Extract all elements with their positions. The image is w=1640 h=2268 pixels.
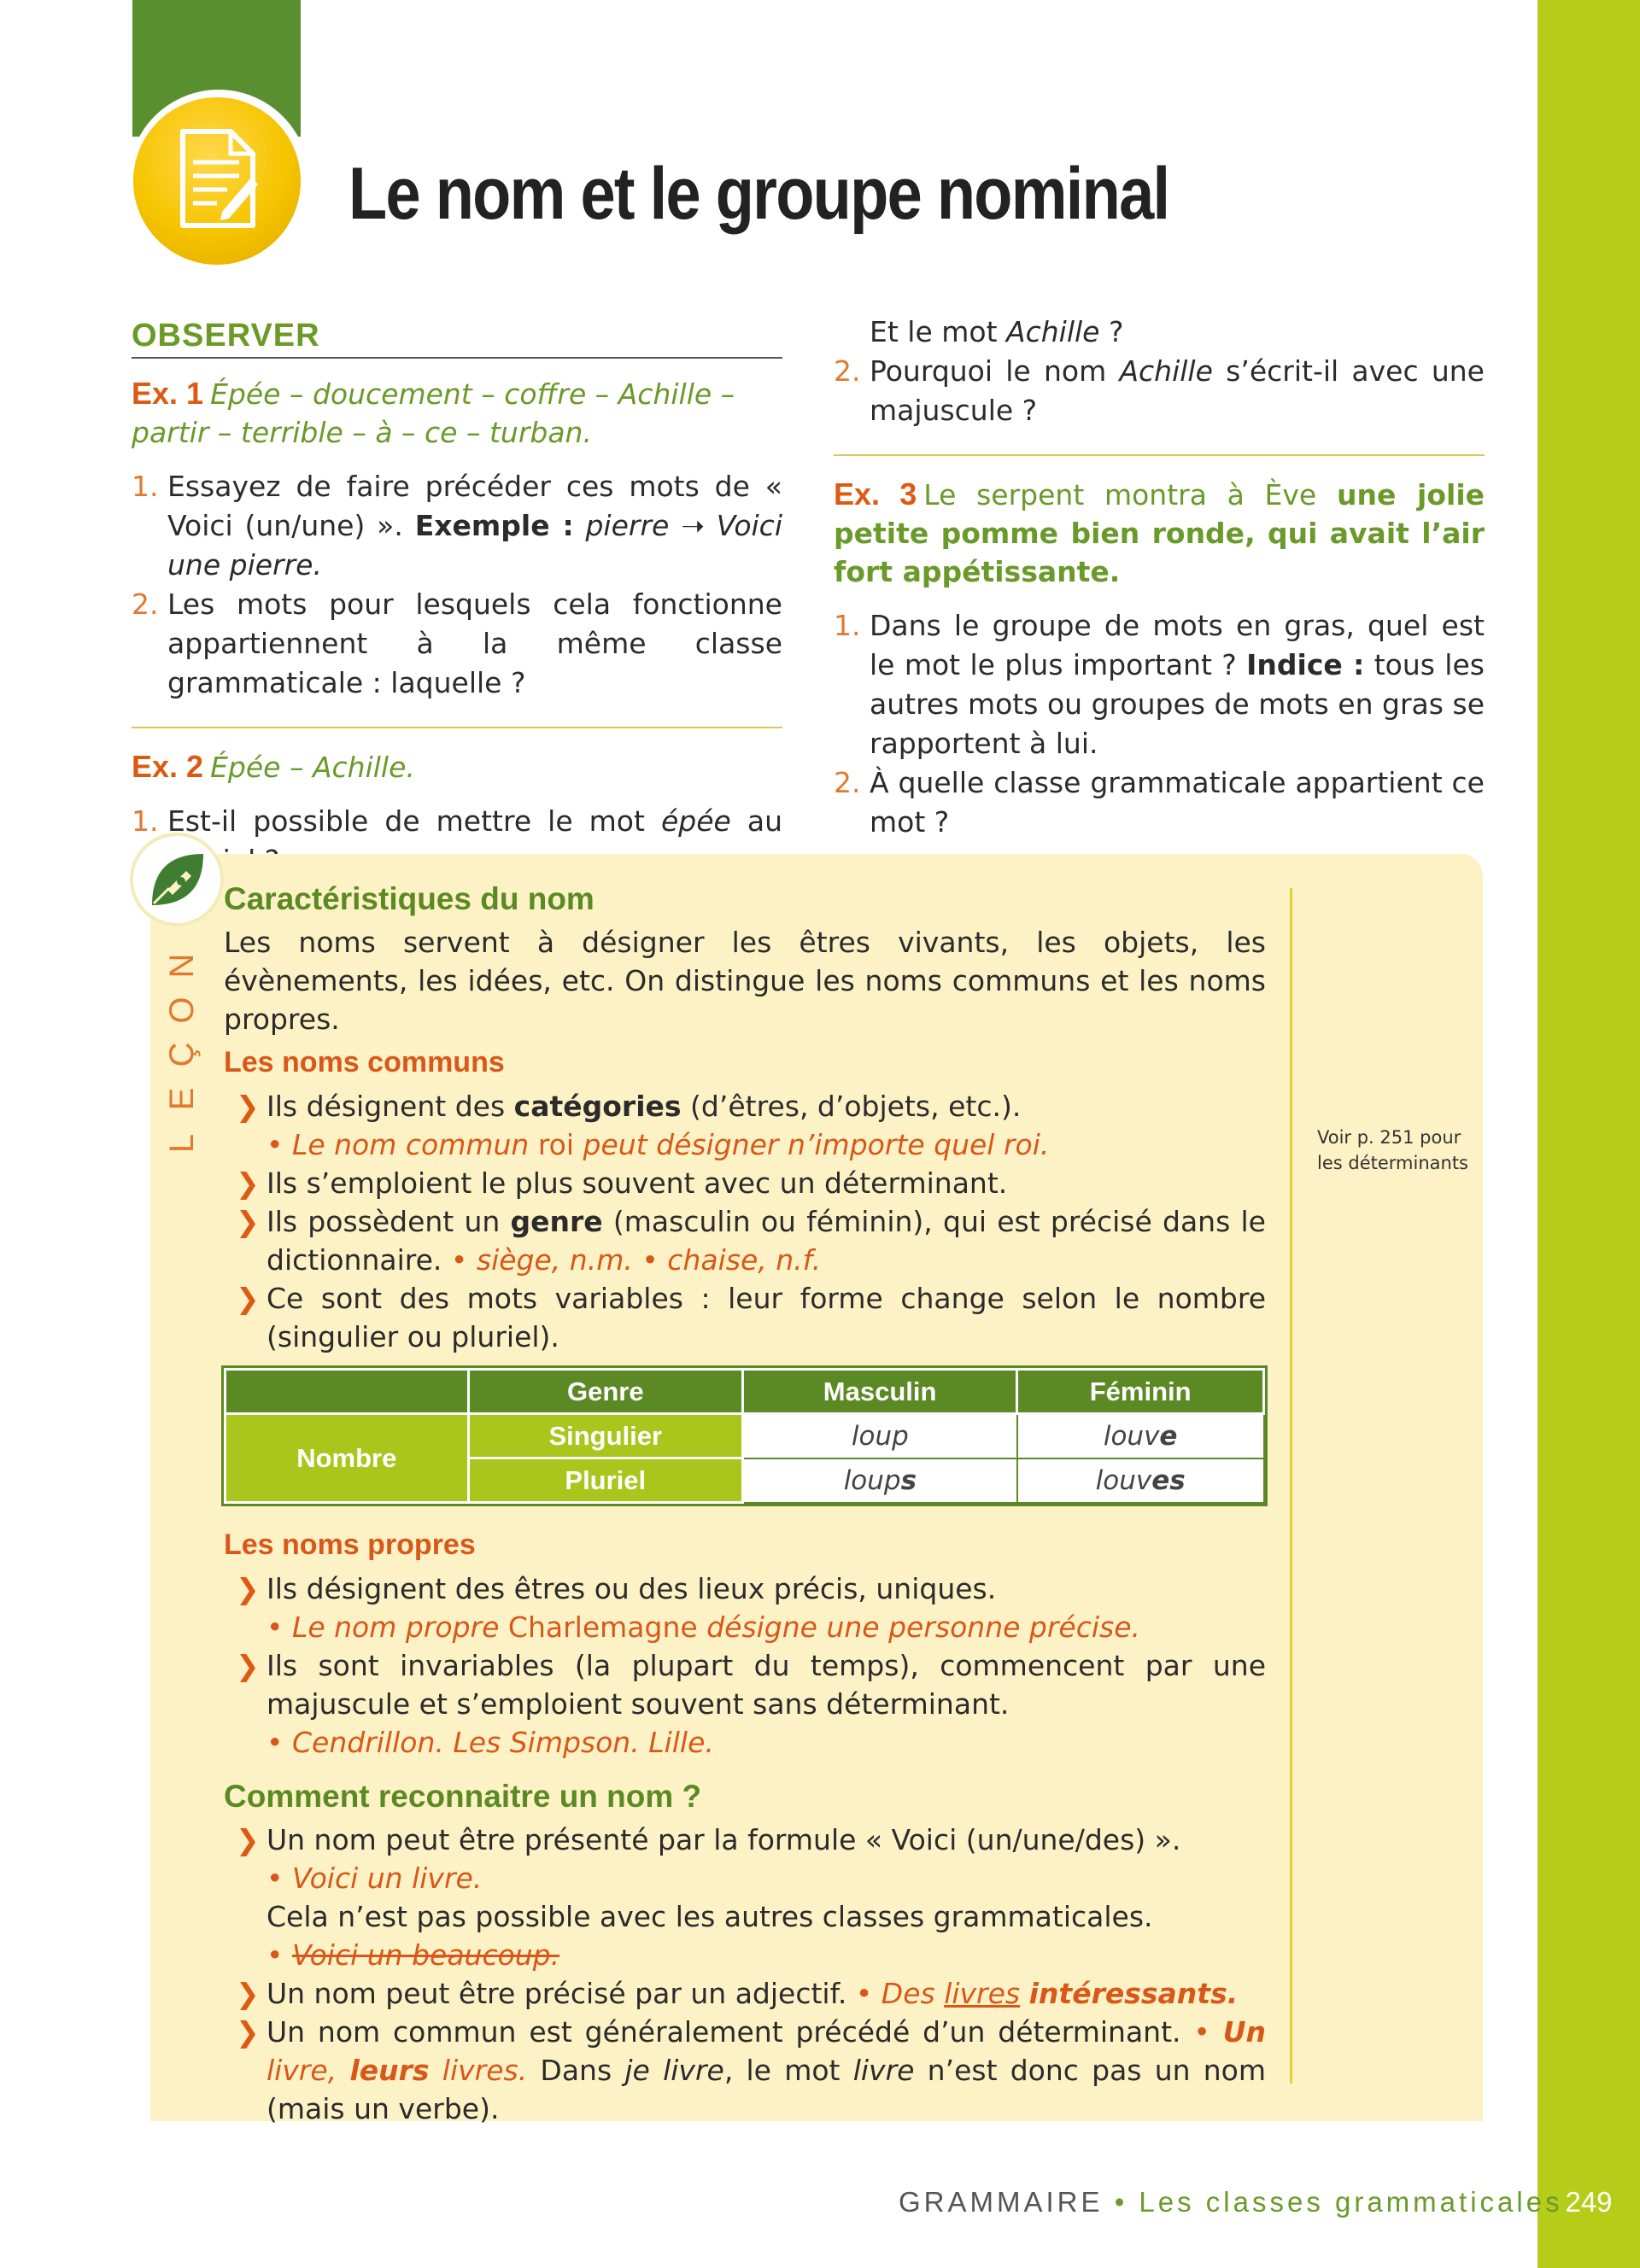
pen-nib-leaf-icon: [144, 845, 212, 914]
propres-bullet-2: [224, 1646, 1266, 1762]
propres-b1-ex-a: Le nom propre: [291, 1610, 500, 1644]
ex2-q1-text-c: Et le mot: [870, 315, 998, 348]
communs-b3-example-1: siège, n.m.: [476, 1243, 633, 1277]
communs-b4-text: Ce sont des mots variables : leur forme change selon le nombre (singulier ou pluriel).: [266, 1282, 1266, 1353]
ex1-words: Épée – doucement – coffre – Achille – partir – terrible – à – ce – turban.: [132, 377, 735, 449]
communs-bullet-2: [224, 1164, 1266, 1202]
communs-b1-text-a: Ils désignent des: [266, 1090, 506, 1123]
ex2-q2-word: Achille: [1119, 354, 1213, 388]
reconnaitre-b1-example: [266, 1862, 482, 1895]
communs-bullet-3: [224, 1202, 1266, 1279]
table-row-label-nombre: Nombre: [226, 1414, 469, 1503]
ex2-q2-number: 2.: [834, 354, 861, 388]
separator: [132, 727, 782, 728]
footer-bullet: •: [1114, 2186, 1128, 2218]
communs-b1-ex-b: peut désigner n’importe quel roi.: [583, 1128, 1050, 1161]
bullet-dot: •: [641, 1243, 659, 1277]
ex1-question-2: [132, 585, 782, 703]
reconnaitre-b3-text: Un nom commun est généralement précédé d’un déterminant.: [266, 2015, 1181, 2049]
page-number: 249: [1565, 2186, 1613, 2218]
lecon-letter: Ç: [163, 1042, 201, 1067]
ex2-question-2: [834, 352, 1485, 430]
chevron-right-icon: ❯: [236, 2015, 260, 2049]
arrow-right-icon: ➝: [681, 509, 705, 542]
communs-b1-text-b: (d’êtres, d’objets, etc.).: [690, 1090, 1022, 1123]
ex1-q1-text: Essayez de faire précéder ces mots de « Voici (un/une) ».: [167, 470, 782, 542]
observer-heading: OBSERVER: [132, 316, 782, 359]
reconnaitre-b3-je-livre: je livre: [624, 2054, 724, 2087]
reconnaitre-b1-wrong-example: [266, 1938, 559, 1972]
ex2-q1-number: 1.: [132, 804, 159, 838]
noms-propres-heading: Les noms propres: [224, 1529, 476, 1561]
reconnaitre-bullet-3: [224, 2013, 1266, 2128]
propres-b1-ex-b: désigne une personne précise.: [706, 1610, 1141, 1644]
communs-b1-ex-word: roi: [537, 1128, 575, 1161]
table-cell-singulier-feminin: [1017, 1414, 1264, 1458]
propres-b1-example: [266, 1610, 1140, 1644]
ex2-words: Épée – Achille.: [210, 751, 415, 784]
chevron-right-icon: ❯: [236, 1282, 260, 1315]
reconnaitre-b3-text-b: Dans: [540, 2054, 612, 2087]
chevron-right-icon: ❯: [236, 1649, 260, 1682]
reconnaitre-b3-ex-mid: livre,: [266, 2054, 337, 2087]
communs-b3-text-b: (masculin ou féminin), qui est précisé dans le dictionnaire.: [266, 1205, 1266, 1277]
ex3-question-2: [834, 763, 1485, 842]
reconnaitre-b2-ex-adj: intéressants.: [1028, 1977, 1239, 2010]
stem: loup: [843, 1464, 901, 1496]
communs-bullet-4: [224, 1279, 1266, 1356]
bullet-dot: •: [266, 1610, 284, 1644]
reconnaitre-bullet-1: [224, 1821, 1266, 1974]
ex2-q1-text-a: Est-il possible de mettre le mot: [167, 804, 645, 838]
communs-b1-ex-a: Le nom commun: [291, 1128, 530, 1161]
stem: louv: [1095, 1464, 1152, 1496]
ending: es: [1151, 1464, 1186, 1496]
propres-bullet-1: [224, 1569, 1266, 1646]
chevron-right-icon: ❯: [236, 1166, 260, 1200]
table-cell-pluriel-masculin: [742, 1458, 1016, 1503]
observer-right-column: [834, 313, 1485, 842]
page-title: Le nom et le groupe nominal: [348, 153, 1169, 235]
ex1-q1-number: 1.: [132, 470, 159, 503]
ex1-q1-example-word: pierre: [585, 509, 670, 542]
reconnaitre-b2-ex-a: Des: [881, 1977, 935, 2010]
observer-left-column: [132, 316, 782, 880]
footer-subsection: Les classes grammaticales: [1139, 2186, 1563, 2218]
table-header-masculin: Masculin: [742, 1370, 1016, 1414]
chevron-right-icon: ❯: [236, 1572, 260, 1605]
stem: louv: [1103, 1420, 1160, 1452]
table-header-row: [226, 1370, 1264, 1414]
ex3-heading: [834, 475, 1485, 591]
ex2-label: Ex. 2: [132, 749, 204, 784]
ex3-q1-hint-label: Indice :: [1246, 648, 1365, 681]
ex2-q1-word: épée: [660, 804, 731, 838]
lesson-intro: Les noms servent à désigner les êtres vivants, les objets, les évènements, les idées, etc. On distingue les noms communs et les noms propres.: [224, 926, 1266, 1036]
ex2-q1-text-d: ?: [1108, 315, 1124, 348]
document-pencil-icon: [178, 128, 263, 231]
side-color-band: [1538, 0, 1640, 2268]
lecon-letters: [161, 944, 203, 1166]
bullet-dot: •: [855, 1977, 873, 2010]
ex1-q2-text: Les mots pour lesquels cela fonctionne appartiennent à la même classe grammaticale : laquelle ?: [167, 587, 782, 699]
table-row-label-pluriel: Pluriel: [468, 1458, 742, 1503]
ex2-q2-text-b: s’écrit-il avec une majuscule ?: [870, 354, 1485, 427]
lecon-letter: N: [163, 953, 201, 979]
lecon-vertical-label: [161, 944, 203, 1166]
chevron-right-icon: ❯: [236, 1090, 260, 1123]
footer-section: GRAMMAIRE: [899, 2186, 1104, 2218]
ex3-sentence-start: Le serpent montra à Ève: [923, 478, 1317, 511]
lecon-letter: E: [163, 1087, 201, 1111]
bullet-dot: •: [266, 1128, 284, 1161]
table-cell-pluriel-feminin: [1017, 1458, 1264, 1503]
communs-bullet-1: [224, 1087, 1266, 1164]
ending: s: [900, 1464, 917, 1496]
ex3-q1-text: Dans le groupe de mots en gras, quel est le mot le plus important ?: [870, 609, 1485, 681]
ex1-question-1: [132, 467, 782, 585]
ex3-sentence-bold: une jolie petite pomme bien ronde, qui avait l’air fort appétissante.: [834, 478, 1485, 588]
ex2-questions-right: [834, 313, 1485, 430]
reconnaitre-b3-ex-det1: Un: [1222, 2015, 1266, 2049]
communs-b3-text-a: Ils possèdent un: [266, 1205, 501, 1238]
ex3-q2-text: À quelle classe grammaticale appartient ce mot ?: [870, 766, 1485, 839]
propres-b1-text: Ils désignent des êtres ou des lieux précis, uniques.: [266, 1572, 997, 1605]
ex1-label: Ex. 1: [132, 376, 204, 411]
reconnaitre-b3-text-c: , le mot: [723, 2054, 840, 2087]
ex3-question-1: [834, 606, 1485, 763]
reconnaitre-b3-text-d: n’est donc pas un nom (mais un verbe).: [266, 2054, 1266, 2125]
chevron-right-icon: ❯: [236, 1823, 260, 1856]
reconnaitre-heading: Comment reconnaitre un nom ?: [224, 1779, 702, 1814]
bullet-dot: •: [450, 1243, 468, 1277]
ex3-label: Ex. 3: [834, 476, 917, 511]
footer-running-head: [899, 2186, 1563, 2218]
lesson-title: Caractéristiques du nom: [224, 881, 594, 916]
reconnaitre-b1-ex-wrong: Voici un beaucoup.: [291, 1938, 560, 1972]
communs-b3-bold: genre: [510, 1205, 603, 1238]
table-row-label-singulier: Singulier: [468, 1414, 742, 1458]
reconnaitre-b1-ex: Voici un livre.: [291, 1862, 483, 1895]
reconnaitre-b1-note: Cela n’est pas possible avec les autres classes grammaticales.: [266, 1900, 1153, 1933]
table-cell-singulier-masculin: loup: [742, 1414, 1016, 1458]
reconnaitre-b2-text: Un nom peut être précisé par un adjectif.: [266, 1977, 847, 2010]
lesson-content: [224, 880, 1266, 2128]
bullet-dot: •: [266, 1938, 284, 1972]
reconnaitre-b3-livre: livre: [852, 2054, 915, 2087]
ex1-q2-number: 2.: [132, 587, 159, 621]
reconnaitre-bullet-2: [224, 1974, 1266, 2013]
lesson-margin-divider: [1290, 888, 1292, 2084]
bullet-dot: •: [266, 1862, 284, 1895]
table-header-genre: Genre: [468, 1370, 742, 1414]
ex1-heading: [132, 374, 782, 452]
ex2-question-1-continued: [834, 313, 1485, 352]
reconnaitre-b3-ex-det2: leurs: [349, 2054, 430, 2087]
propres-b2-text: Ils sont invariables (la plupart du temps), commencent par une majuscule et s’emploient souvent sans déterminant.: [266, 1649, 1266, 1721]
chevron-right-icon: ❯: [236, 1977, 260, 2010]
margin-note: Voir p. 251 pour les déterminants: [1317, 1127, 1468, 1173]
table-row: [226, 1414, 1264, 1458]
bullet-dot: •: [266, 1726, 284, 1759]
ex3-q1-number: 1.: [834, 609, 861, 642]
ex2-heading: [132, 747, 782, 786]
ex2-q1-text-b: au: [747, 804, 782, 838]
ex2-q1-word2: Achille: [1006, 315, 1100, 348]
reconnaitre-b1-text: Un nom peut être présenté par la formule « Voici (un/une/des) ».: [266, 1823, 1181, 1856]
communs-b2-text: Ils s’emploient le plus souvent avec un déterminant.: [266, 1166, 1008, 1200]
ex1-questions: [132, 467, 782, 703]
noms-communs-heading: Les noms communs: [224, 1046, 505, 1078]
table-header-feminin: Féminin: [1017, 1370, 1264, 1414]
propres-b1-ex-word: Charlemagne: [507, 1610, 698, 1644]
propres-b2-example: [266, 1726, 714, 1759]
ex3-q2-number: 2.: [834, 766, 861, 799]
communs-b1-bold: catégories: [513, 1090, 682, 1123]
ex1-q1-example-label: Exemple :: [414, 509, 574, 542]
ex1-q1-example-result: Voici une pierre.: [167, 509, 782, 582]
ending: e: [1159, 1420, 1178, 1452]
gender-number-table: [224, 1368, 1265, 1504]
ex2-q2-text-a: Pourquoi le nom: [870, 354, 1107, 388]
chevron-right-icon: ❯: [236, 1205, 260, 1238]
propres-b2-ex: Cendrillon. Les Simpson. Lille.: [291, 1726, 714, 1759]
bullet-dot: •: [1193, 2015, 1210, 2049]
ex3-questions: [834, 606, 1485, 842]
ex3-q1-hint: tous les autres mots ou groupes de mots en gras se rapportent à lui.: [870, 648, 1485, 760]
communs-b3-example-2: chaise, n.f.: [667, 1243, 822, 1277]
lecon-letter: L: [163, 1133, 201, 1154]
separator: [834, 454, 1485, 456]
reconnaitre-b2-ex-noun: livres: [944, 1977, 1021, 2010]
table-corner: [226, 1370, 469, 1414]
communs-b1-example: [266, 1128, 1049, 1161]
reconnaitre-b3-ex-end: livres.: [442, 2054, 528, 2087]
lecon-letter: O: [163, 997, 201, 1024]
